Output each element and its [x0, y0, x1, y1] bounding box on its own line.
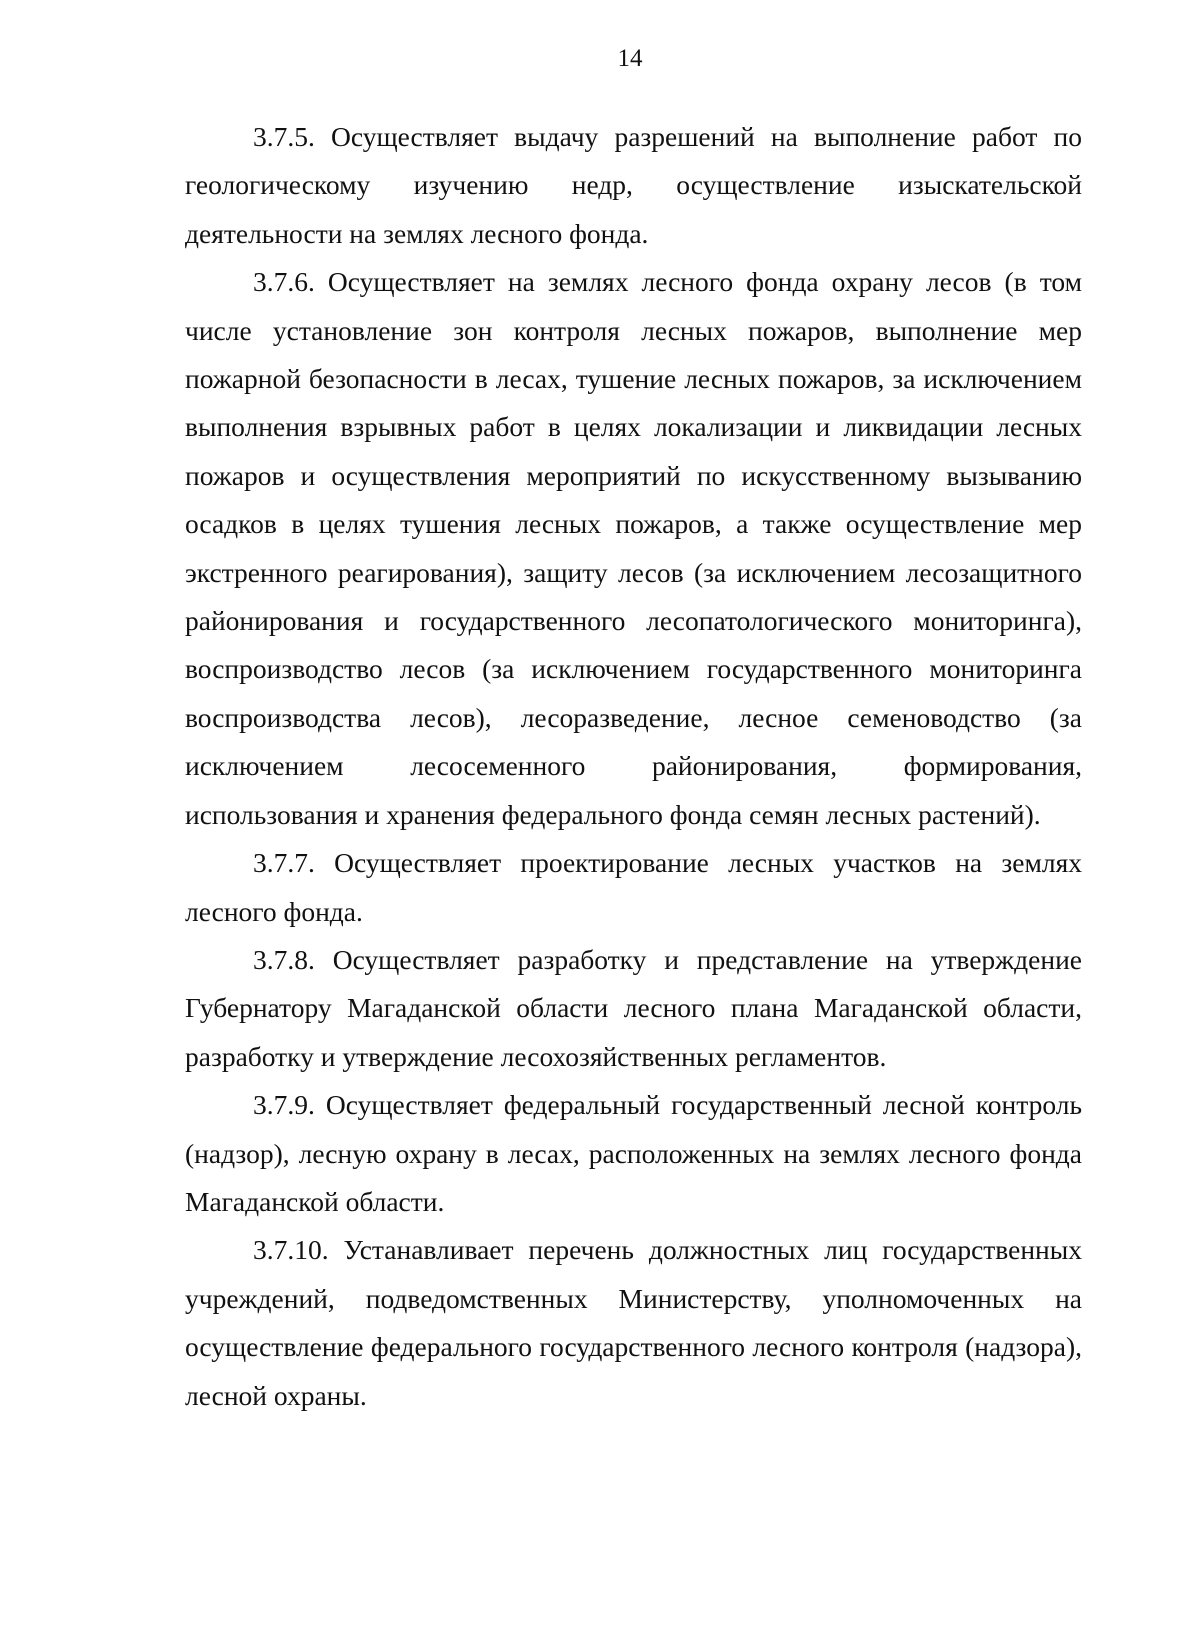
page-number: 14 — [617, 45, 643, 72]
paragraph-3-7-6: 3.7.6. Осуществляет на землях лесного фонда охрану лесов (в том числе установление зон контроля лесных пожаров, выполнение мер пожарной безопасности в лесах, тушение лесных пожаров, за исключением выполнения взрывных работ в целях локализации и ликвидации лесных пожаров и осуществления мероприятий по искусственному вызыванию осадков в целях тушения лесных пожаров, а также осуществление мер экстренного реагирования), защиту лесов (за исключением лесозащитного районирования и государственного лесопатологического мониторинга), воспроизводство лесов (за исключением государственного мониторинга воспроизводства лесов), лесоразведение, лесное семеноводство (за исключением лесосеменного районирования, формирования, использования и хранения федерального фонда семян лесных растений). — [185, 266, 1082, 830]
paragraph-3-7-9: 3.7.9. Осуществляет федеральный государственный лесной контроль (надзор), лесную охрану в лесах, расположенных на землях лесного фонда Магаданской области. — [185, 1089, 1082, 1217]
paragraph-3-7-8: 3.7.8. Осуществляет разработку и представление на утверждение Губернатору Магаданской области лесного плана Магаданской области, разработку и утверждение лесохозяйственных регламентов. — [185, 943, 1082, 1072]
paragraph-3-7-10: 3.7.10. Устанавливает перечень должностных лиц государственных учреждений, подведомственных Министерству, уполномоченных на осуществление федерального государственного лесного контроля (надзора), лесной охраны. — [185, 1234, 1082, 1411]
paragraph-3-7-7: 3.7.7. Осуществляет проектирование лесных участков на землях лесного фонда. — [185, 847, 1082, 927]
paragraph-3-7-5: 3.7.5. Осуществляет выдачу разрешений на выполнение работ по геологическому изучению недр, осуществление изыскательской деятельности на землях лесного фонда. — [185, 121, 1082, 249]
document-body — [185, 113, 1082, 1420]
